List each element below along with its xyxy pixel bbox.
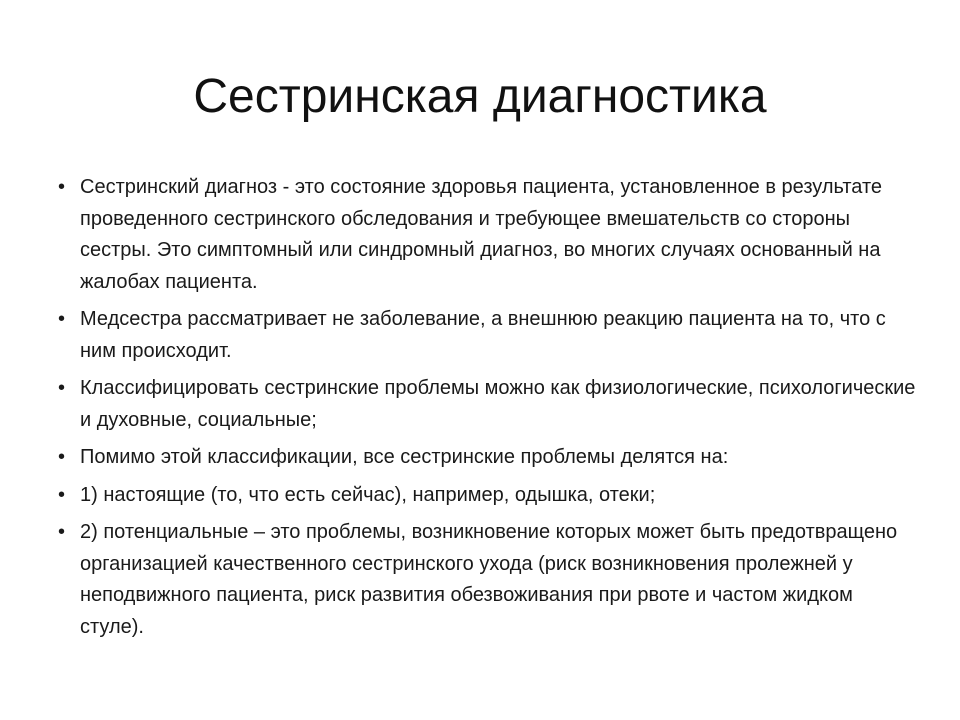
- bullet-dot-icon: •: [58, 521, 66, 543]
- bullet-item: [56, 373, 916, 436]
- bullet-text: 2) потенциальные – это проблемы, возникновение которых может быть предотвращено организацией качественного сестринского ухода (риск возникновения пролежней у неподвижного пациента, риск развития обезвоживания при рвоте и частом жидком стуле).: [80, 521, 898, 638]
- bullet-item: [56, 442, 916, 474]
- bullet-dot-icon: •: [58, 176, 66, 198]
- bullet-dot-icon: •: [58, 446, 66, 468]
- bullet-dot-icon: •: [58, 483, 66, 506]
- bullet-text: 1) настоящие (то, что есть сейчас), например, одышка, отеки;: [80, 483, 656, 506]
- bullet-dot-icon: •: [58, 308, 66, 330]
- bullet-text: Помимо этой классификации, все сестринские проблемы делятся на:: [80, 446, 729, 468]
- bullet-item: [56, 172, 916, 298]
- bullet-dot-icon: •: [58, 377, 66, 399]
- bullet-item: [56, 480, 916, 512]
- slide-title: Сестринская диагностика: [193, 70, 767, 123]
- bullet-text: Сестринский диагноз - это состояние здоровья пациента, установленное в результате проведенного сестринского обследования и требующее вмешательств со стороны сестры. Это симптомный или синдромный диагноз, во многих случаях основанный на жалобах пациента.: [80, 176, 883, 293]
- bullet-text: Классифицировать сестринские проблемы можно как физиологические, психологические и духовные, социальные;: [80, 377, 916, 431]
- bullet-text: Медсестра рассматривает не заболевание, а внешнюю реакцию пациента на то, что с ним происходит.: [80, 308, 886, 362]
- bullet-item: [56, 304, 916, 367]
- bullet-list: [56, 172, 916, 649]
- bullet-item: [56, 517, 916, 643]
